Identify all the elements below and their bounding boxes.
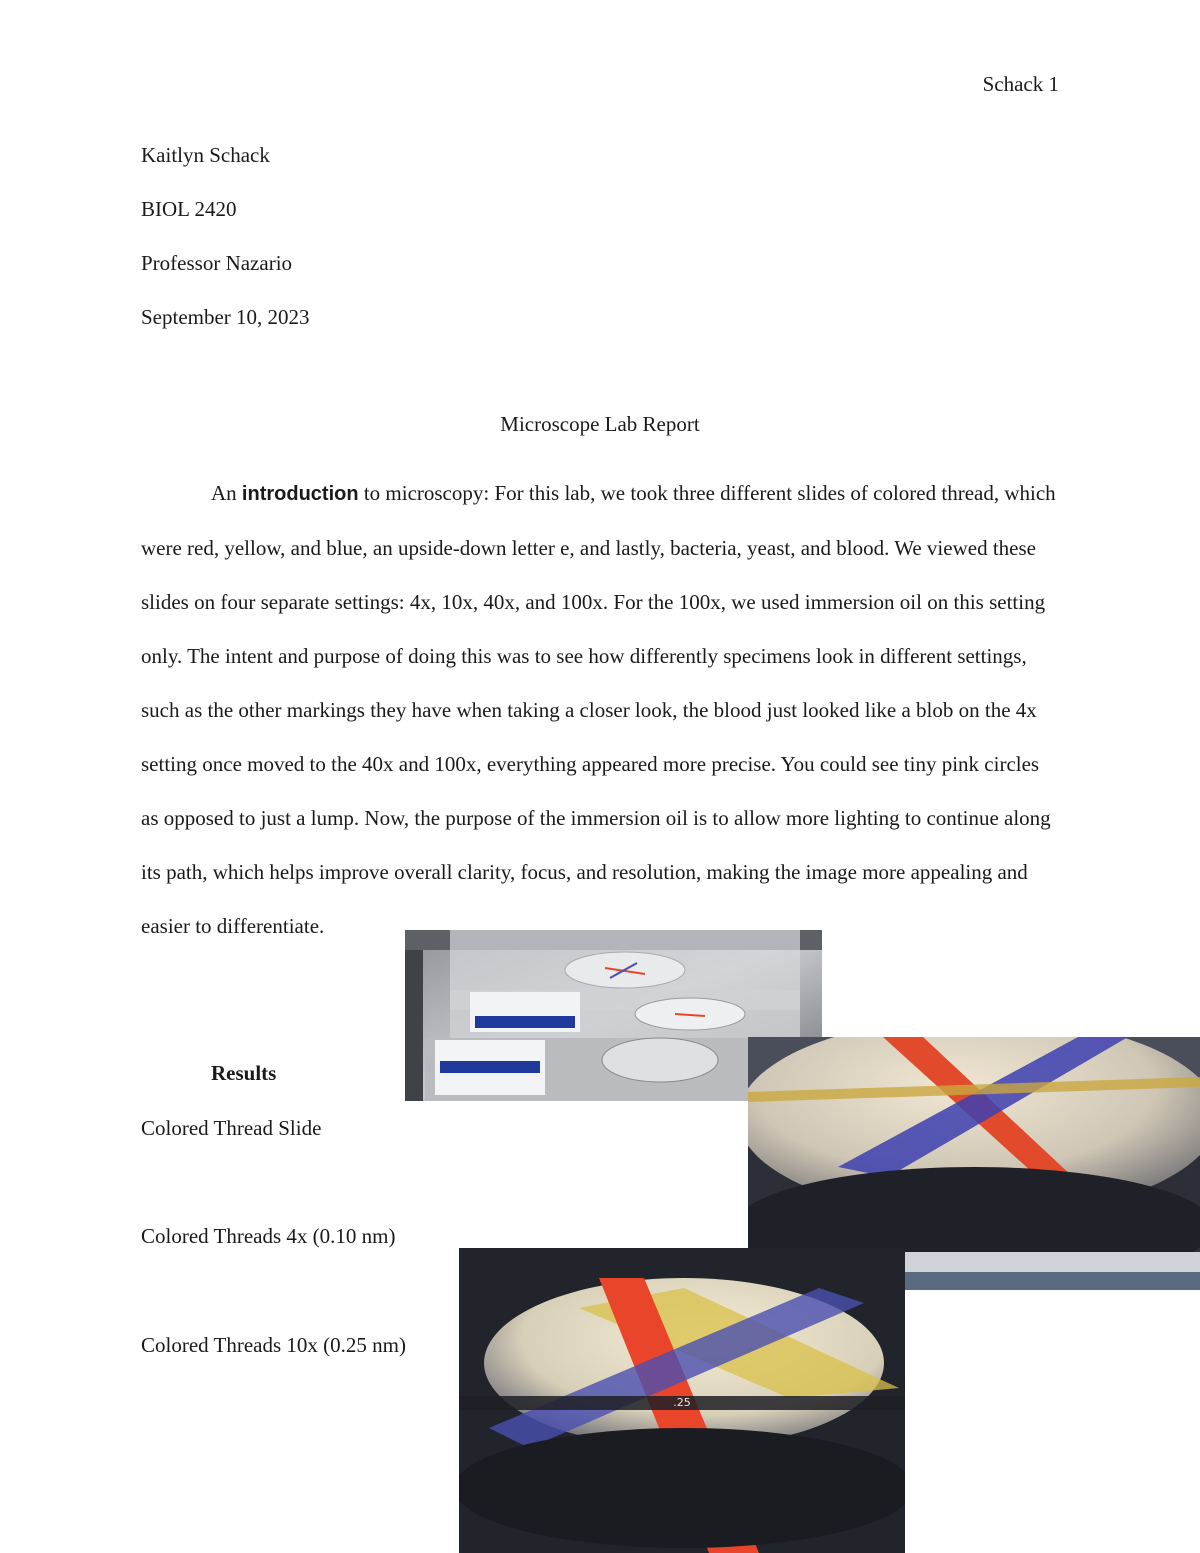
intro-prefix: An xyxy=(211,481,242,505)
report-title: Microscope Lab Report xyxy=(500,412,700,436)
professor-name: Professor Nazario xyxy=(141,251,293,275)
intro-bold-word: introduction xyxy=(241,483,359,505)
result-label-10x: Colored Threads 10x (0.25 nm) xyxy=(141,1333,406,1357)
intro-body: to microscopy: For this lab, we took three different slides of colored thread, which were red, yellow, and blue, an upside-down letter e, and lastly, bacteria, yeast, and blood. We viewed these slides on four separate settings: 4x, 10x, 40x, and 100x. For the 100x, we used immersion oil on this setting only. The intent and purpose of doing this was to see how differently specimens look in different settings, such as the other markings they have when taking a closer look, the blood just looked like a blob on the 4x setting once moved to the 40x and 100x, everything appeared more precise. You could see tiny pink circles as opposed to just a lump. Now, the purpose of the immersion oil is to allow more lighting to continue along its path, which helps improve overall clarity, focus, and resolution, making the image more appealing and easier to differentiate. xyxy=(141,481,1056,938)
threads-10x-photo xyxy=(459,1248,905,1553)
magnification-overlay: .25 xyxy=(673,1396,691,1409)
course-code: BIOL 2420 xyxy=(141,197,237,221)
author-name: Kaitlyn Schack xyxy=(141,143,270,167)
result-label-slide: Colored Thread Slide xyxy=(141,1116,322,1140)
result-label-4x: Colored Threads 4x (0.10 nm) xyxy=(141,1224,396,1248)
intro-paragraph xyxy=(141,466,1059,953)
report-date: September 10, 2023 xyxy=(141,305,310,329)
results-heading: Results xyxy=(211,1061,277,1085)
page-header: Schack 1 xyxy=(982,72,1059,96)
